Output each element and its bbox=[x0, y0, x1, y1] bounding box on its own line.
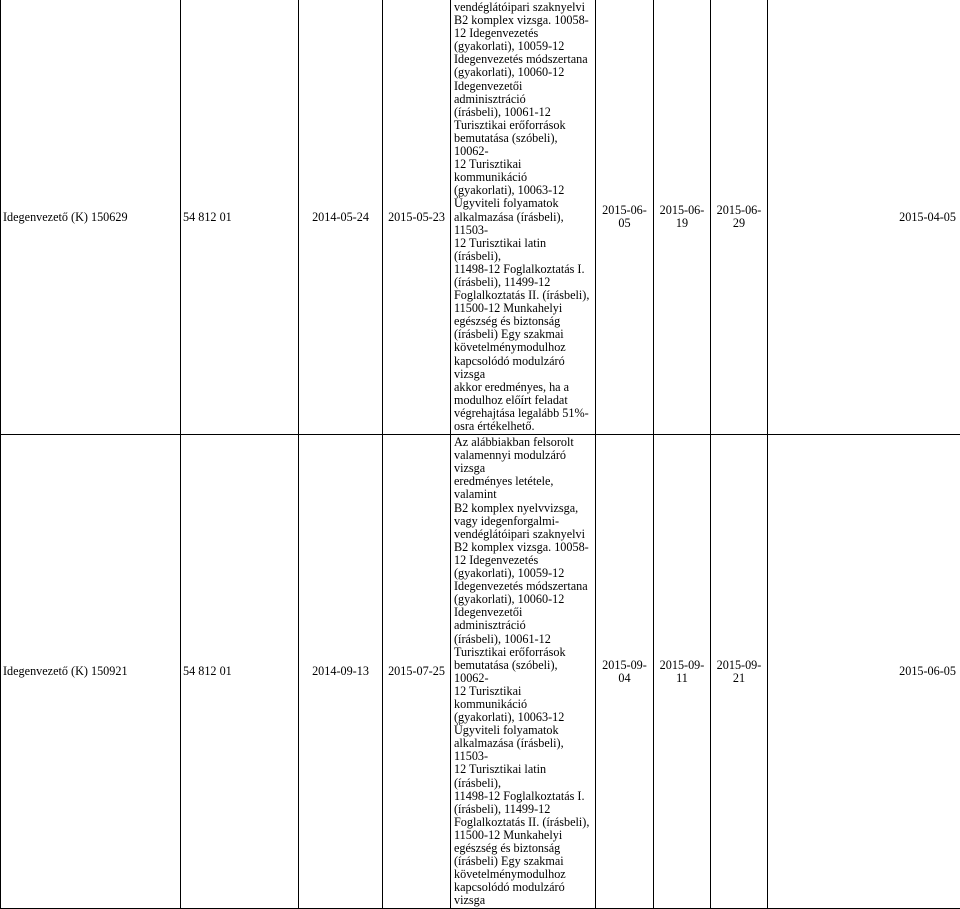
start-date-cell: 2014-09-13 bbox=[299, 435, 383, 909]
table-row bbox=[1, 0, 960, 435]
deadline-cell: 2015-06-05 bbox=[768, 435, 960, 909]
requirements-cell: vendéglátóipari szaknyelvi B2 komplex vizsga. 10058- 12 Idegenvezetés (gyakorlati), 10059-12 Idegenvezetés módszertana (gyakorlati), 10060-12 Idegenvezetői adminisztráció (írásbeli), 10061-12 Turisztikai erőforrások bemutatása (szóbeli), 10062- 12 Turisztikai kommunikáció (gyakorlati), 10063-12 Ügyviteli folyamatok alkalmazása (írásbeli), 11503- 12 Turisztikai latin (írásbeli), 11498-12 Foglalkoztatás I. (írásbeli), 11499-12 Foglalkoztatás II. (írásbeli), 11500-12 Munkahelyi egészség és biztonság (írásbeli) Egy szakmai követelménymodulhoz kapcsolódó modulzáró vizsga akkor eredményes, ha a modulhoz előírt feladat végrehajtása legalább 51%- osra értékelhető. bbox=[451, 0, 596, 435]
end-date-cell: 2015-05-23 bbox=[383, 0, 451, 435]
deadline-cell: 2015-04-05 bbox=[768, 0, 960, 435]
exam-date-1-cell: 2015-06- 05 bbox=[596, 0, 654, 435]
start-date-cell: 2014-05-24 bbox=[299, 0, 383, 435]
course-name-cell: Idegenvezető (K) 150921 bbox=[1, 435, 181, 909]
exam-date-3-cell: 2015-09- 21 bbox=[711, 435, 768, 909]
exam-date-2-cell: 2015-09- 11 bbox=[654, 435, 711, 909]
course-code-cell: 54 812 01 bbox=[181, 0, 299, 435]
course-name-cell: Idegenvezető (K) 150629 bbox=[1, 0, 181, 435]
exam-date-2-cell: 2015-06- 19 bbox=[654, 0, 711, 435]
course-code-cell: 54 812 01 bbox=[181, 435, 299, 909]
requirements-cell: Az alábbiakban felsorolt valamennyi modulzáró vizsga eredményes letétele, valamint B2 komplex nyelvvizsga, vagy idegenforgalmi- vendéglátóipari szaknyelvi B2 komplex vizsga. 10058- 12 Idegenvezetés (gyakorlati), 10059-12 Idegenvezetés módszertana (gyakorlati), 10060-12 Idegenvezetői adminisztráció (írásbeli), 10061-12 Turisztikai erőforrások bemutatása (szóbeli), 10062- 12 Turisztikai kommunikáció (gyakorlati), 10063-12 Ügyviteli folyamatok alkalmazása (írásbeli), 11503- 12 Turisztikai latin (írásbeli), 11498-12 Foglalkoztatás I. (írásbeli), 11499-12 Foglalkoztatás II. (írásbeli), 11500-12 Munkahelyi egészség és biztonság (írásbeli) Egy szakmai követelménymodulhoz kapcsolódó modulzáró vizsga bbox=[451, 435, 596, 909]
table-row bbox=[1, 435, 960, 909]
end-date-cell: 2015-07-25 bbox=[383, 435, 451, 909]
exam-date-1-cell: 2015-09- 04 bbox=[596, 435, 654, 909]
exam-date-3-cell: 2015-06- 29 bbox=[711, 0, 768, 435]
